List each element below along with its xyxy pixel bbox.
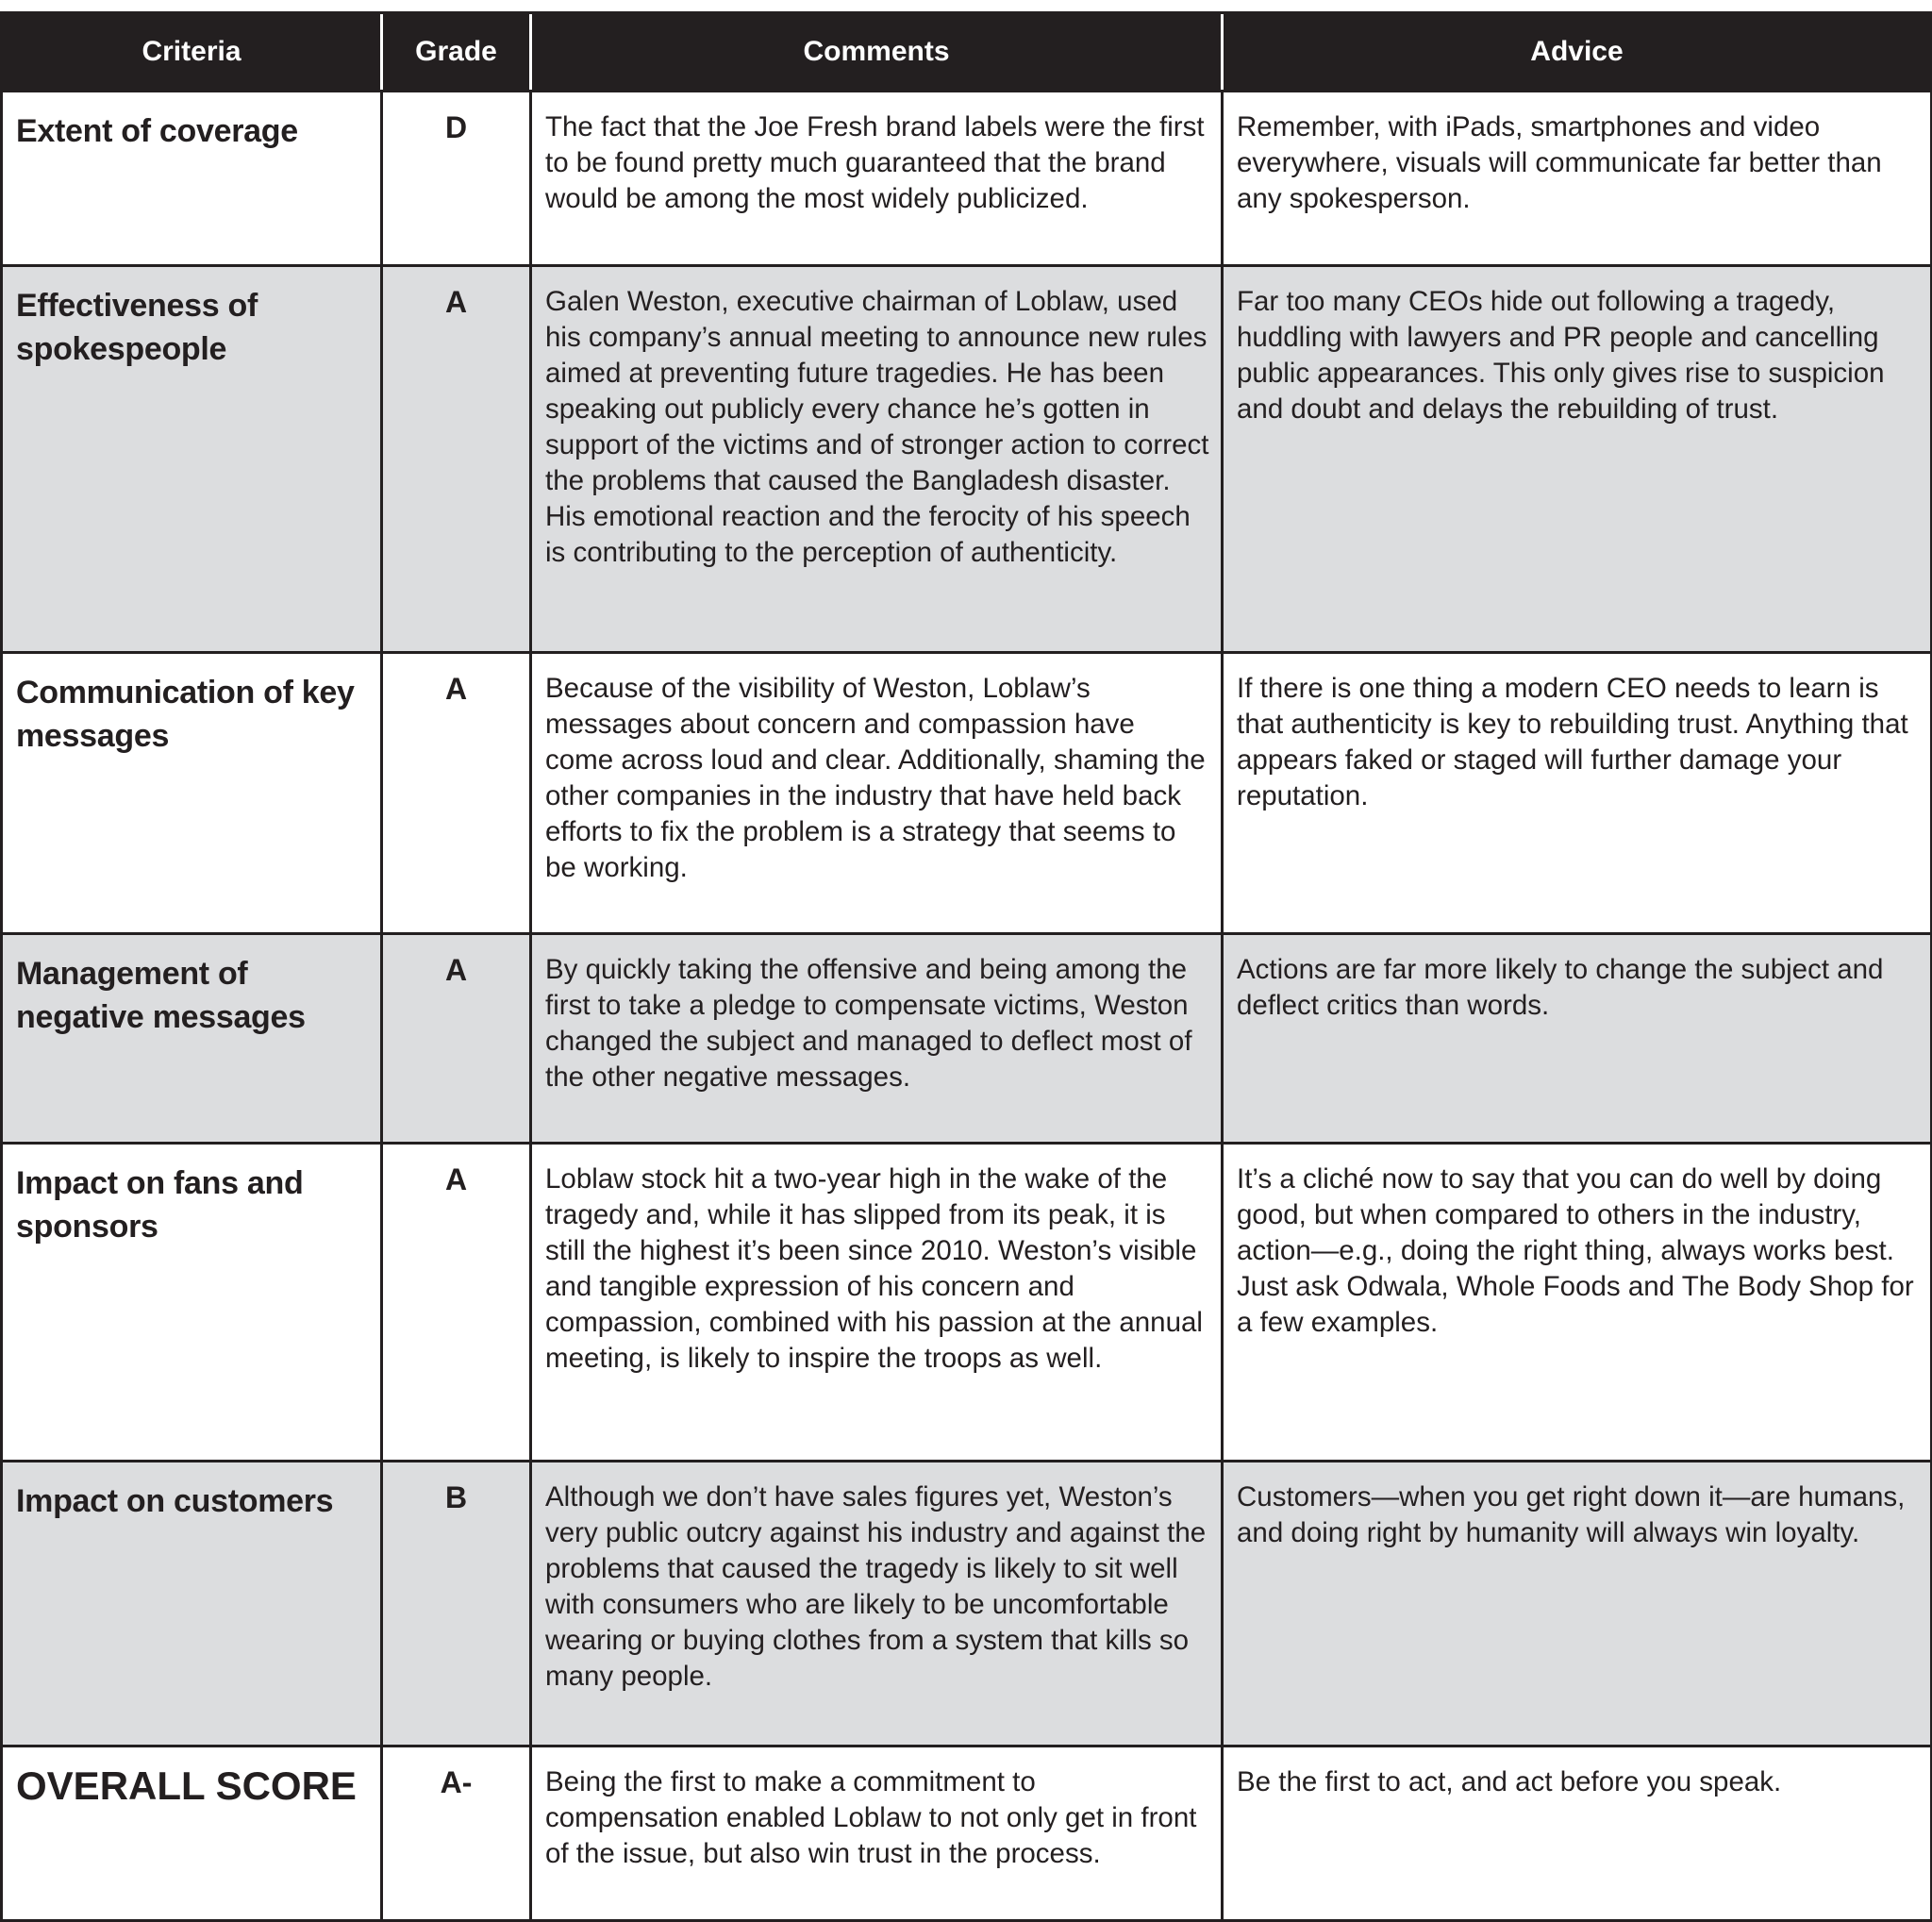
advice-cell: If there is one thing a modern CEO needs to learn is that authenticity is key to rebuilding trust. Anything that appears faked or staged will further damage your reputation. xyxy=(1223,653,1932,934)
comments-cell: The fact that the Joe Fresh brand labels were the first to be found pretty much guaranteed that the brand would be among the most widely publicized. xyxy=(531,92,1223,266)
advice-cell: Actions are far more likely to change the subject and deflect critics than words. xyxy=(1223,934,1932,1144)
comments-cell: Being the first to make a commitment to compensation enabled Loblaw to not only get in front of the issue, but also win trust in the process. xyxy=(531,1747,1223,1921)
header-grade: Grade xyxy=(382,13,531,92)
comments-cell: Because of the visibility of Weston, Loblaw’s messages about concern and compassion have come across loud and clear. Additionally, shaming the other companies in the industry that have held back efforts to fix the problem is a strategy that seems to be working. xyxy=(531,653,1223,934)
criteria-cell: Management of negative messages xyxy=(2,934,382,1144)
overall-grade: A- xyxy=(382,1747,531,1921)
criteria-cell: Communication of key messages xyxy=(2,653,382,934)
comments-cell: Although we don’t have sales figures yet, Weston’s very public outcry against his industry and against the problems that caused the tragedy is likely to sit well with consumers who are likely to be uncomfortable wearing or buying clothes from a system that kills so many people. xyxy=(531,1462,1223,1747)
criteria-cell: Extent of coverage xyxy=(2,92,382,266)
comments-cell: Galen Weston, executive chairman of Loblaw, used his company’s annual meeting to announce new rules aimed at preventing future tragedies. He has been speaking out publicly every chance he’s gotten in support of the victims and of stronger action to correct the problems that caused the Bangladesh disaster. His emotional reaction and the ferocity of his speech is contributing to the perception of authenticity. xyxy=(531,266,1223,653)
comments-cell: Loblaw stock hit a two-year high in the wake of the tragedy and, while it has slipped from its peak, it is still the highest it’s been since 2010. Weston’s visible and tangible expression of his concern and compassion, combined with his passion at the annual meeting, is likely to inspire the troops as well. xyxy=(531,1144,1223,1462)
advice-cell: Far too many CEOs hide out following a tragedy, huddling with lawyers and PR people and cancelling public appearances. This only gives rise to suspicion and doubt and delays the rebuilding of trust. xyxy=(1223,266,1932,653)
criteria-cell: Effectiveness of spokespeople xyxy=(2,266,382,653)
criteria-cell: Impact on customers xyxy=(2,1462,382,1747)
report-card-table xyxy=(0,11,1932,1922)
table-row xyxy=(2,92,1932,266)
comments-cell: By quickly taking the offensive and being among the first to take a pledge to compensate victims, Weston changed the subject and managed to deflect most of the other negative messages. xyxy=(531,934,1223,1144)
advice-cell: Customers—when you get right down it—are humans, and doing right by humanity will always win loyalty. xyxy=(1223,1462,1932,1747)
advice-cell: It’s a cliché now to say that you can do well by doing good, but when compared to others in the industry, action—e.g., doing the right thing, always works best. Just ask Odwala, Whole Foods and The Body Shop for a few examples. xyxy=(1223,1144,1932,1462)
table-row xyxy=(2,1747,1932,1921)
table-row xyxy=(2,1462,1932,1747)
table-row xyxy=(2,1144,1932,1462)
table-row xyxy=(2,934,1932,1144)
grade-cell: A xyxy=(382,653,531,934)
criteria-cell: Impact on fans and sponsors xyxy=(2,1144,382,1462)
grade-cell: A xyxy=(382,934,531,1144)
header-criteria: Criteria xyxy=(2,13,382,92)
grade-cell: A xyxy=(382,1144,531,1462)
header-advice: Advice xyxy=(1223,13,1932,92)
advice-cell: Be the first to act, and act before you speak. xyxy=(1223,1747,1932,1921)
header-row xyxy=(2,13,1932,92)
grade-cell: D xyxy=(382,92,531,266)
header-comments: Comments xyxy=(531,13,1223,92)
grade-cell: B xyxy=(382,1462,531,1747)
table-row xyxy=(2,266,1932,653)
grade-cell: A xyxy=(382,266,531,653)
table-row xyxy=(2,653,1932,934)
overall-score-label: OVERALL SCORE xyxy=(2,1747,382,1921)
advice-cell: Remember, with iPads, smartphones and video everywhere, visuals will communicate far better than any spokesperson. xyxy=(1223,92,1932,266)
